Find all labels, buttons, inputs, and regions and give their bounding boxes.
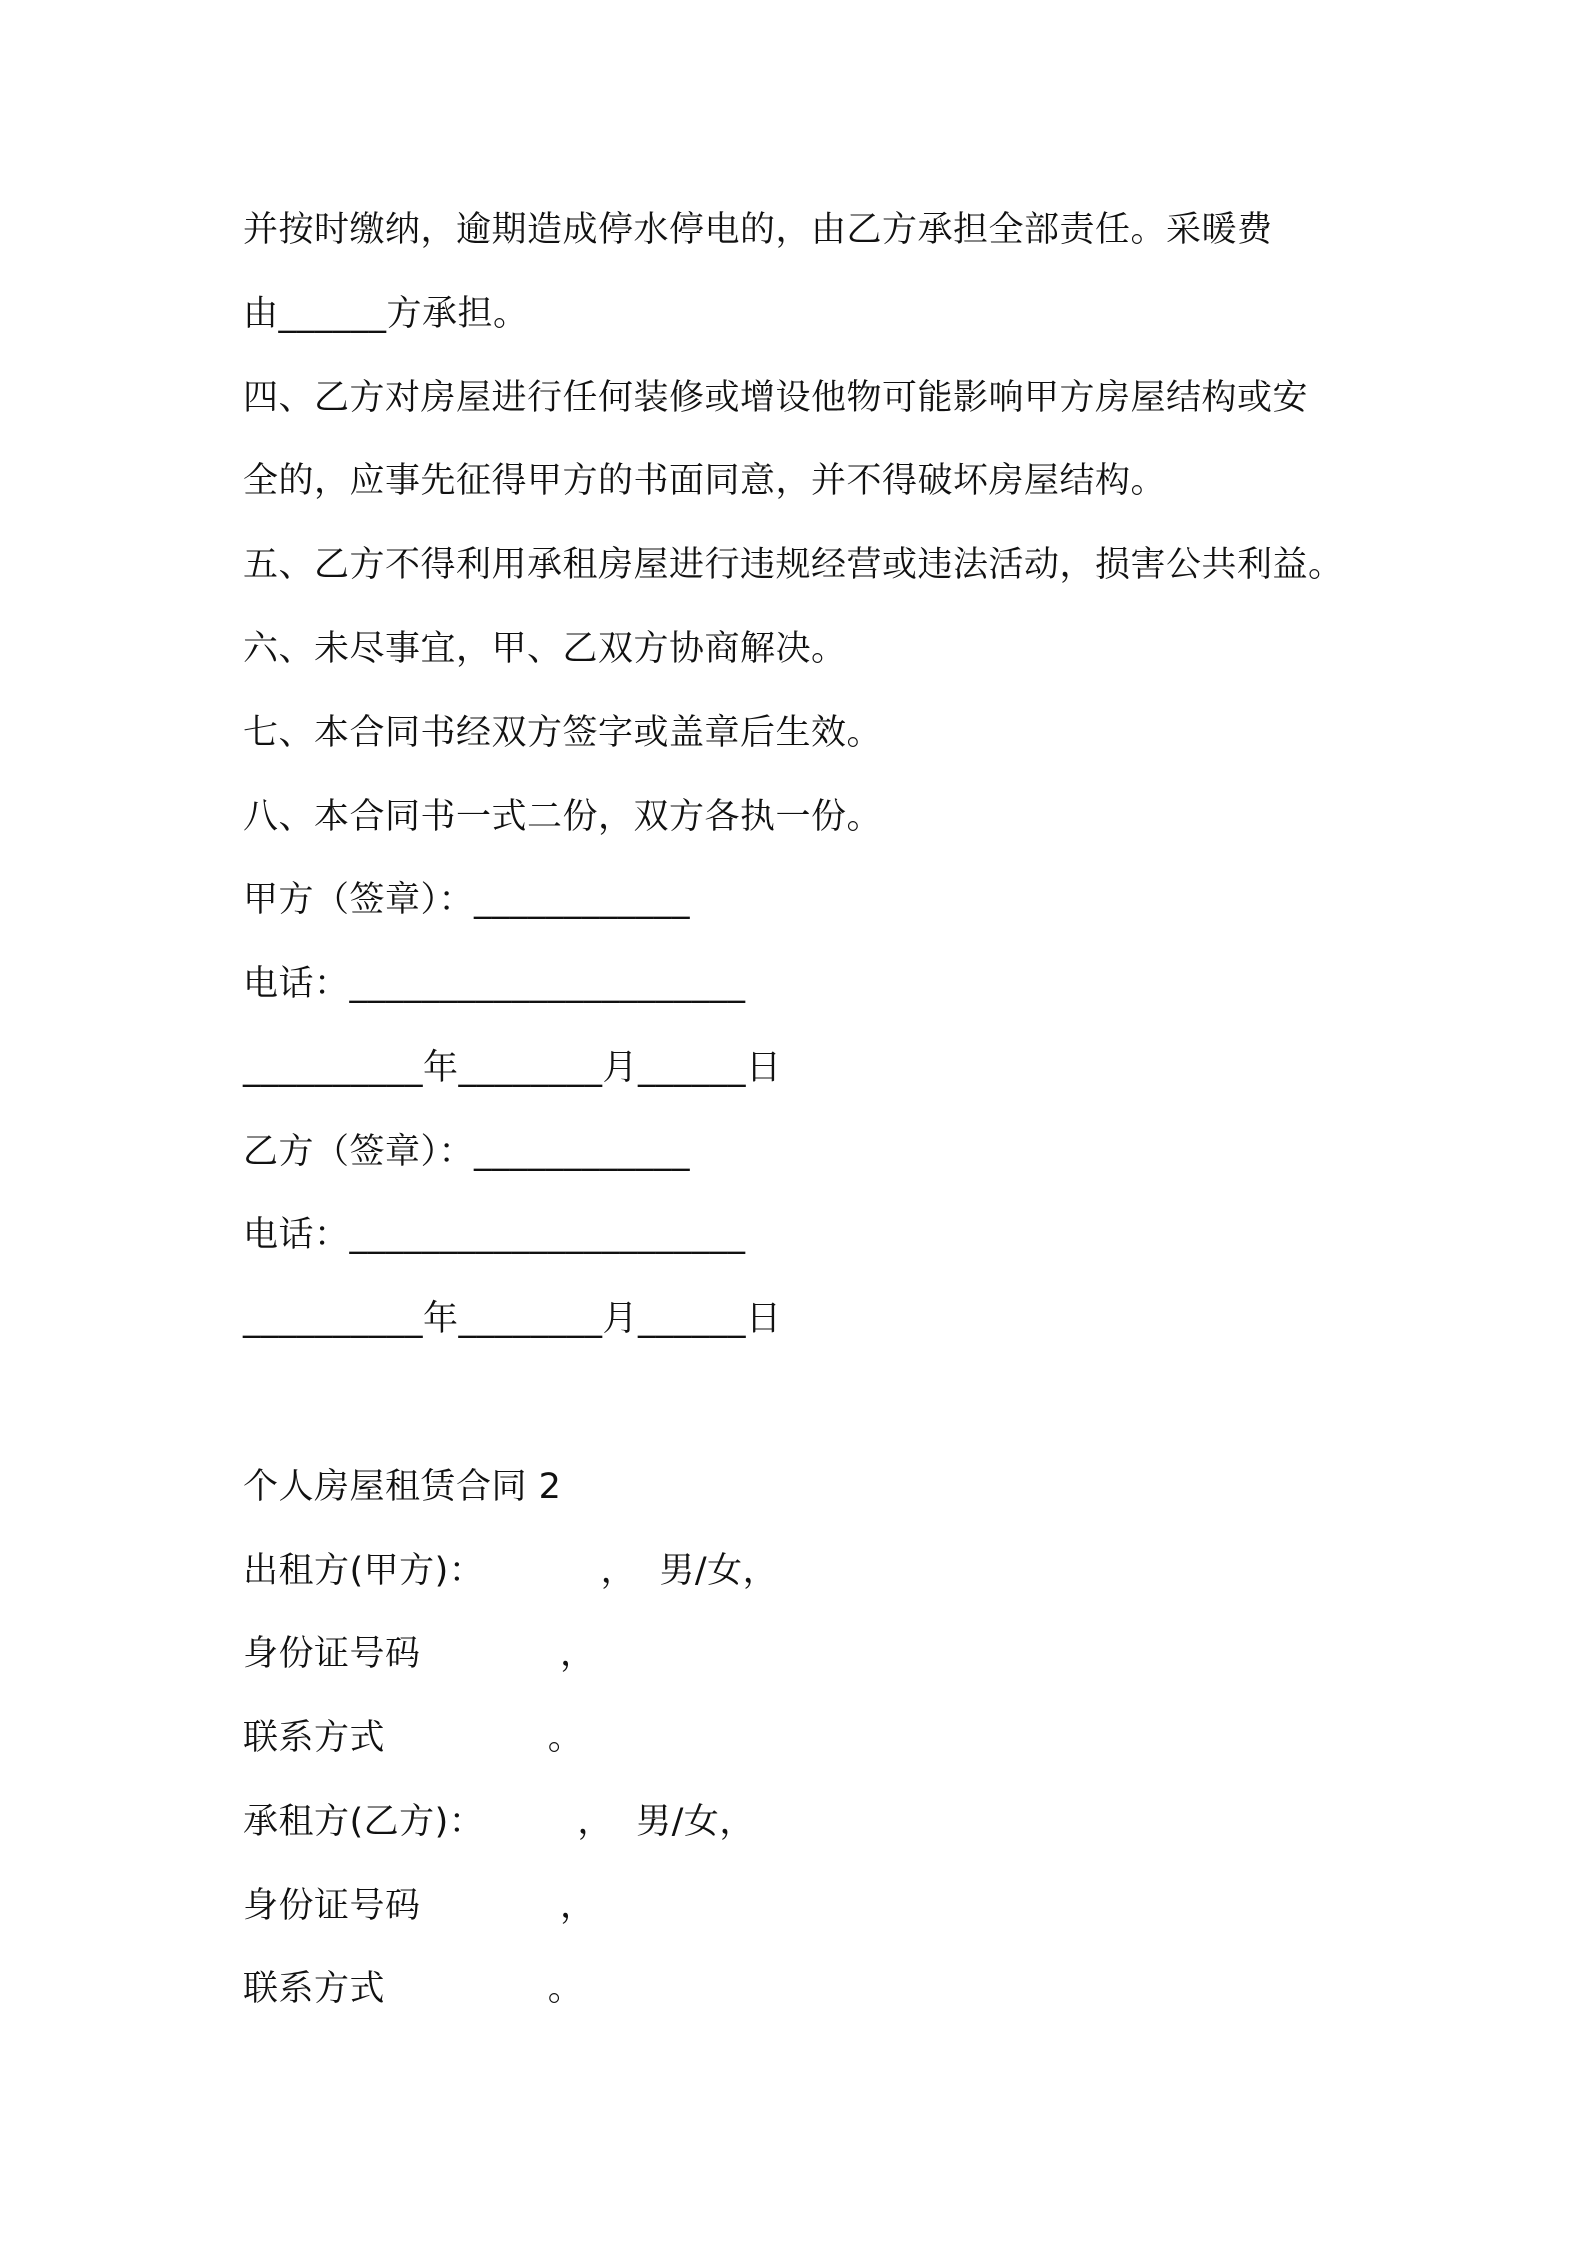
- text-line-2: 由______方承担。: [243, 294, 529, 334]
- text-line-6: 六、未尽事宜，甲、乙双方协商解决。: [243, 629, 847, 669]
- party-a-signature-line: 甲方（签章）：____________: [243, 880, 691, 920]
- lessee-line: 承租方(乙方)： ， 男/女，: [243, 1802, 755, 1842]
- party-b-phone-line: 电话：______________________: [243, 1215, 746, 1255]
- lessee-contact-line: 联系方式 。: [243, 1969, 584, 2009]
- lessor-id-line: 身份证号码 ，: [243, 1634, 596, 1674]
- party-b-date-line: __________年________月______日: [243, 1299, 782, 1339]
- lessor-line: 出租方(甲方)： ， 男/女，: [243, 1551, 779, 1591]
- text-line-1: 并按时缴纳，逾期造成停水停电的，由乙方承担全部责任。采暖费: [243, 210, 1273, 250]
- party-a-phone-line: 电话：______________________: [243, 964, 746, 1004]
- lessee-id-line: 身份证号码 ，: [243, 1886, 596, 1926]
- lessor-contact-line: 联系方式 。: [243, 1718, 584, 1758]
- text-line-7: 七、本合同书经双方签字或盖章后生效。: [243, 713, 883, 753]
- text-line-3: 四、乙方对房屋进行任何装修或增设他物可能影响甲方房屋结构或安: [243, 378, 1309, 418]
- text-line-4: 全的，应事先征得甲方的书面同意，并不得破坏房屋结构。: [243, 461, 1167, 501]
- party-b-signature-line: 乙方（签章）：____________: [243, 1132, 691, 1172]
- text-line-8: 八、本合同书一式二份，双方各执一份。: [243, 797, 883, 837]
- text-line-5: 五、乙方不得利用承租房屋进行违规经营或违法活动，损害公共利益。: [243, 545, 1344, 585]
- section-title: 个人房屋租赁合同 2: [243, 1467, 562, 1507]
- party-a-date-line: __________年________月______日: [243, 1048, 782, 1088]
